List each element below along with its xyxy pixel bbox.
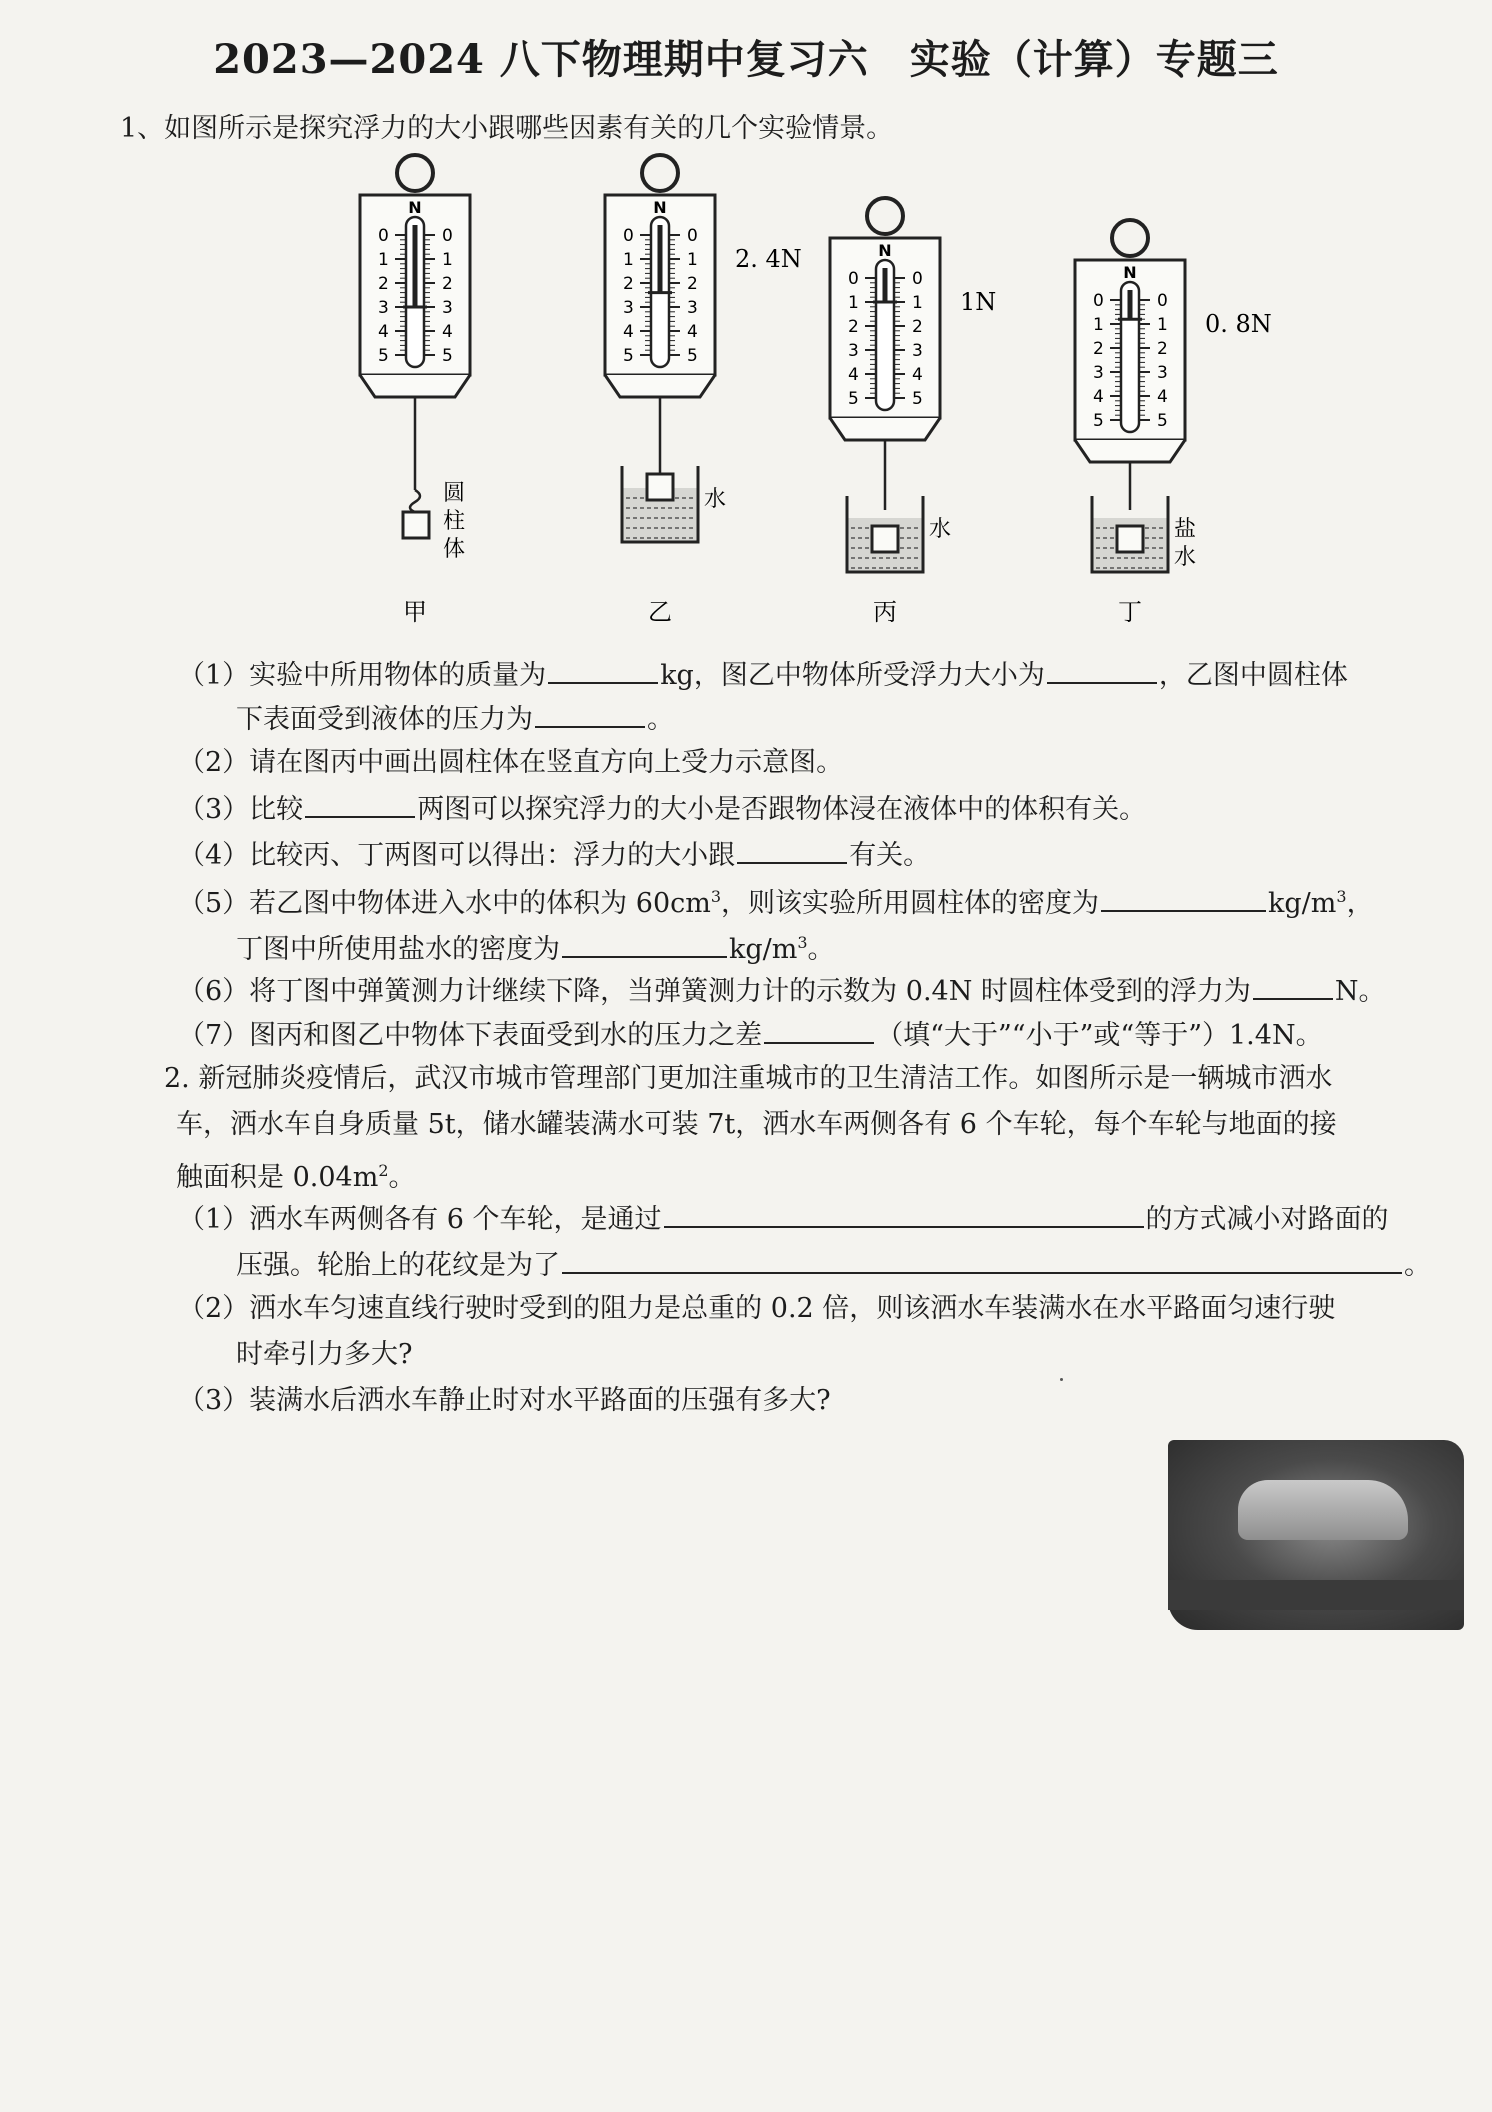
q2-part1-line1: （1）洒水车两侧各有 6 个车轮，是通过 的方式减小对路面的 [178,1200,1389,1237]
liquid-label: 盐 [1174,517,1197,542]
answer-blank[interactable] [764,1016,874,1044]
tick-label-left: 0 [848,269,859,289]
tick-label-left: 4 [378,322,389,342]
scale-panel-3 [1075,220,1272,626]
scale-ring [867,198,903,234]
tick-label-left: 1 [1093,315,1104,335]
reading-label: 2. 4N [735,245,802,273]
scale-panel-2 [830,198,996,626]
tick-label-right: 2 [687,274,698,294]
spring-scale-figure [330,150,1290,650]
cylinder-object [647,474,673,500]
q2-part2-line2: 时牵引力多大? [236,1339,413,1370]
q1-part7: （7）图丙和图乙中物体下表面受到水的压力之差 （填“大于”“小于”或“等于”）1.4N。 [178,1016,1323,1053]
object-label-char: 体 [443,537,466,562]
q1-part6: （6）将丁图中弹簧测力计继续下降，当弹簧测力计的示数为 0.4N 时圆柱体受到的浮力为 N。 [178,972,1386,1009]
hook [410,490,420,512]
tick-label-left: 0 [378,226,389,246]
tick-label-left: 5 [848,389,859,409]
tick-label-right: 1 [442,250,453,270]
answer-blank[interactable] [562,930,727,958]
q1-part5-line2: 丁图中所使用盐水的密度为 $kg/m^3$。 [236,926,835,967]
q1-part1-line1: （1）实验中所用物体的质量为 kg，图乙中物体所受浮力大小为 ，乙图中圆柱体 [178,656,1348,693]
tick-label-left: 5 [623,346,634,366]
answer-blank[interactable] [737,836,847,864]
tick-label-left: 0 [623,226,634,246]
scale-ring [642,155,678,191]
tick-label-right: 5 [687,346,698,366]
tick-label-left: 1 [378,250,389,270]
q2-part1-line2: 压强。轮胎上的花纹是为了 。 [236,1246,1431,1283]
answer-blank[interactable] [305,790,415,818]
scale-panel-1 [605,155,802,626]
tick-label-right: 0 [687,226,698,246]
liquid-label: 水 [929,517,952,542]
tick-label-left: 2 [623,274,634,294]
q2-part2-line1: （2）洒水车匀速直线行驶时受到的阻力是总重的 0.2 倍，则该洒水车装满水在水平路面匀速行驶 [178,1293,1336,1324]
scale-ring [397,155,433,191]
tick-label-left: 4 [623,322,634,342]
tick-label-left: 5 [378,346,389,366]
cylinder-object [872,526,898,552]
object-label-char: 圆 [443,481,466,506]
page-title: 2023—2024 八下物理期中复习六 实验（计算）专题三 [213,36,1279,83]
tick-label-right: 5 [912,389,923,409]
tick-label-left: 5 [1093,411,1104,431]
q1-intro: 1、如图所示是探究浮力的大小跟哪些因素有关的几个实验情景。 [120,113,894,144]
tick-label-right: 2 [442,274,453,294]
tick-label-left: 2 [378,274,389,294]
unit-label: N [408,198,422,217]
tick-label-right: 3 [1157,363,1168,383]
truck-shape [1238,1480,1408,1540]
q2-intro-line1: 2. 新冠肺炎疫情后，武汉市城市管理部门更加注重城市的卫生清洁工作。如图所示是一辆城市洒水 [164,1063,1333,1094]
tick-label-left: 3 [623,298,634,318]
q1-part1-line2: 下表面受到液体的压力为 。 [236,700,674,737]
q1-part4: （4）比较丙、丁两图可以得出：浮力的大小跟 有关。 [178,836,930,873]
panel-label: 丁 [1118,598,1142,626]
answer-blank[interactable] [535,700,645,728]
tick-label-left: 3 [848,341,859,361]
scale-bottom [360,375,470,397]
scale-bottom [830,418,940,440]
speck [1060,1378,1063,1381]
tick-label-right: 0 [1157,291,1168,311]
liquid-label: 水 [704,487,727,512]
answer-blank[interactable] [1047,656,1157,684]
tick-label-right: 0 [442,226,453,246]
tick-label-left: 2 [848,317,859,337]
tick-label-left: 3 [378,298,389,318]
scale-ring [1112,220,1148,256]
answer-blank[interactable] [1101,884,1266,912]
tick-label-right: 4 [1157,387,1168,407]
tick-label-right: 4 [912,365,923,385]
object-label-char: 柱 [443,509,466,534]
q1-part2: （2）请在图丙中画出圆柱体在竖直方向上受力示意图。 [178,747,844,778]
tick-label-left: 3 [1093,363,1104,383]
q2-intro-line3: 触面积是 $0.04m^2$。 [176,1161,416,1193]
q2-part3: （3）装满水后洒水车静止时对水平路面的压强有多大? [178,1385,831,1416]
panel-label: 甲 [403,598,427,626]
tick-label-right: 2 [1157,339,1168,359]
tick-label-left: 0 [1093,291,1104,311]
answer-blank[interactable] [562,1246,1402,1274]
tick-label-left: 1 [623,250,634,270]
q1-part3: （3）比较 两图可以探究浮力的大小是否跟物体浸在液体中的体积有关。 [178,790,1146,827]
tick-label-right: 1 [912,293,923,313]
road-shape [1168,1580,1464,1610]
tick-label-left: 4 [848,365,859,385]
tick-label-left: 4 [1093,387,1104,407]
tick-label-right: 3 [912,341,923,361]
answer-blank[interactable] [1253,972,1333,1000]
tick-label-left: 1 [848,293,859,313]
tick-label-right: 4 [442,322,453,342]
tick-label-right: 5 [442,346,453,366]
q2-intro-line2: 车，洒水车自身质量 5t，储水罐装满水可装 7t，洒水车两侧各有 6 个车轮，每个车轮与地面的接 [176,1109,1337,1140]
unit-label: N [1123,263,1137,282]
panel-label: 乙 [648,598,672,626]
unit-label: N [653,198,667,217]
unit-label: N [878,241,892,260]
liquid-label: 水 [1174,545,1197,570]
tick-label-right: 4 [687,322,698,342]
q1-part5-line1: （5）若乙图中物体进入水中的体积为 $60cm^3$，则该实验所用圆柱体的密度为 $kg/m^3$， [178,880,1374,921]
scale-bottom [1075,440,1185,462]
tick-label-left: 2 [1093,339,1104,359]
tick-label-right: 1 [687,250,698,270]
reading-label: 1N [960,288,997,316]
reading-label: 0. 8N [1205,310,1272,338]
answer-blank[interactable] [548,656,658,684]
cylinder-object [1117,526,1143,552]
tick-label-right: 1 [1157,315,1168,335]
tick-label-right: 3 [442,298,453,318]
sprinkler-truck-photo [1168,1440,1464,1630]
answer-blank[interactable] [664,1200,1144,1228]
tick-label-right: 2 [912,317,923,337]
tick-label-right: 5 [1157,411,1168,431]
tick-label-right: 0 [912,269,923,289]
cylinder-object [403,512,429,538]
panel-label: 丙 [873,598,897,626]
scale-bottom [605,375,715,397]
scale-panel-0 [360,155,470,626]
tick-label-right: 3 [687,298,698,318]
